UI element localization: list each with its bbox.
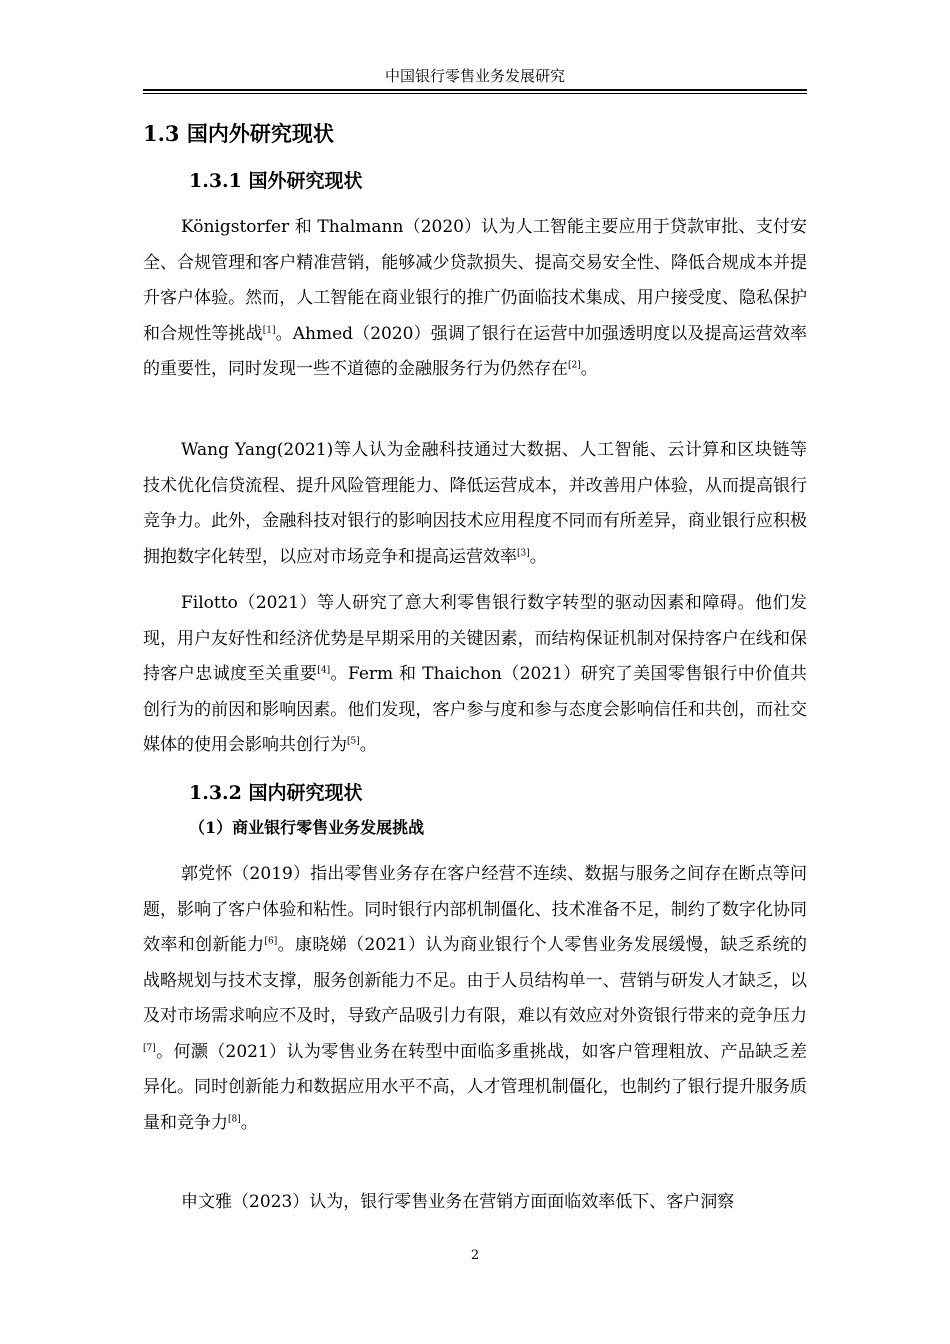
- citation: [5]: [347, 736, 360, 747]
- page-number: 2: [470, 1248, 480, 1263]
- subsection-title-foreign: 1.3.1 国外研究现状: [189, 170, 363, 192]
- subsubsection-title: （1）商业银行零售业务发展挑战: [189, 818, 425, 837]
- paragraph: Filotto（2021）等人研究了意大利零售银行数字转型的驱动因素和障碍。他们发现，用户友好性和经济优势是早期采用的关键因素，而结构保证机制对保持客户在线和保持客户忠诚度至关重要[4]。Ferm 和 Thaichon（2021）研究了美国零售银行中价值共创行为的前因和影响因素。他们发现，客户参与度和参与态度会影响信任和共创，而社交媒体的使用会影响共创行为[5]。: [143, 593, 808, 755]
- header-rule-thick: [143, 89, 807, 91]
- citation: [4]: [317, 665, 331, 676]
- subsection-title-domestic: 1.3.2 国内研究现状: [189, 782, 363, 804]
- paragraph: Königstorfer 和 Thalmann（2020）认为人工智能主要应用于贷款审批、支付安全、合规管理和客户精准营销，能够减少贷款损失、提高交易安全性、降低合规成本并提升客户体验。然而，人工智能在商业银行的推广仍面临技术集成、用户接受度、隐私保护和合规性等挑战[1]。Ahmed（2020）强调了银行在运营中加强透明度以及提高运营效率的重要性，同时发现一些不道德的金融服务行为仍然存在[2]。: [143, 217, 807, 379]
- paragraph: 郭党怀（2019）指出零售业务存在客户经营不连续、数据与服务之间存在断点等问题，影响了客户体验和粘性。同时银行内部机制僵化、技术准备不足，制约了数字化协同效率和创新能力[6]。康晓娣（2021）认为商业银行个人零售业务发展缓慢，缺乏系统的战略规划与技术支撑，服务创新能力不足。由于人员结构单一、营销与研发人才缺乏，以及对市场需求响应不及时，导致产品吸引力有限，难以有效应对外资银行带来的竞争压力[7]。何灏（2021）认为零售业务在转型中面临多重挑战，如客户管理粗放、产品缺乏差异化。同时创新能力和数据应用水平不高，人才管理机制僵化，也制约了银行提升服务质量和竞争力[8]。: [143, 864, 808, 1133]
- citation: [6]: [264, 936, 278, 947]
- paragraph: Wang Yang(2021)等人认为金融科技通过大数据、人工智能、云计算和区块链等技术优化信贷流程、提升风险管理能力、降低运营成本，并改善用户体验，从而提高银行竞争力。此外，金融科技对银行的影响因技术应用程度不同而有所差异，商业银行应积极拥抱数字化转型，以应对市场竞争和提高运营效率[3]。: [143, 440, 807, 567]
- citation: [2]: [568, 360, 581, 371]
- citation: [7]: [143, 1042, 156, 1053]
- section-title: 1.3 国内外研究现状: [143, 121, 334, 146]
- citation: [3]: [517, 547, 530, 558]
- citation: [8]: [228, 1113, 241, 1124]
- running-header: 中国银行零售业务发展研究: [384, 67, 565, 85]
- header-rule-thin: [143, 93, 807, 94]
- paragraph: 申文雅（2023）认为，银行零售业务在营销方面面临效率低下、客户洞察: [181, 1192, 735, 1212]
- citation: [1]: [262, 324, 276, 335]
